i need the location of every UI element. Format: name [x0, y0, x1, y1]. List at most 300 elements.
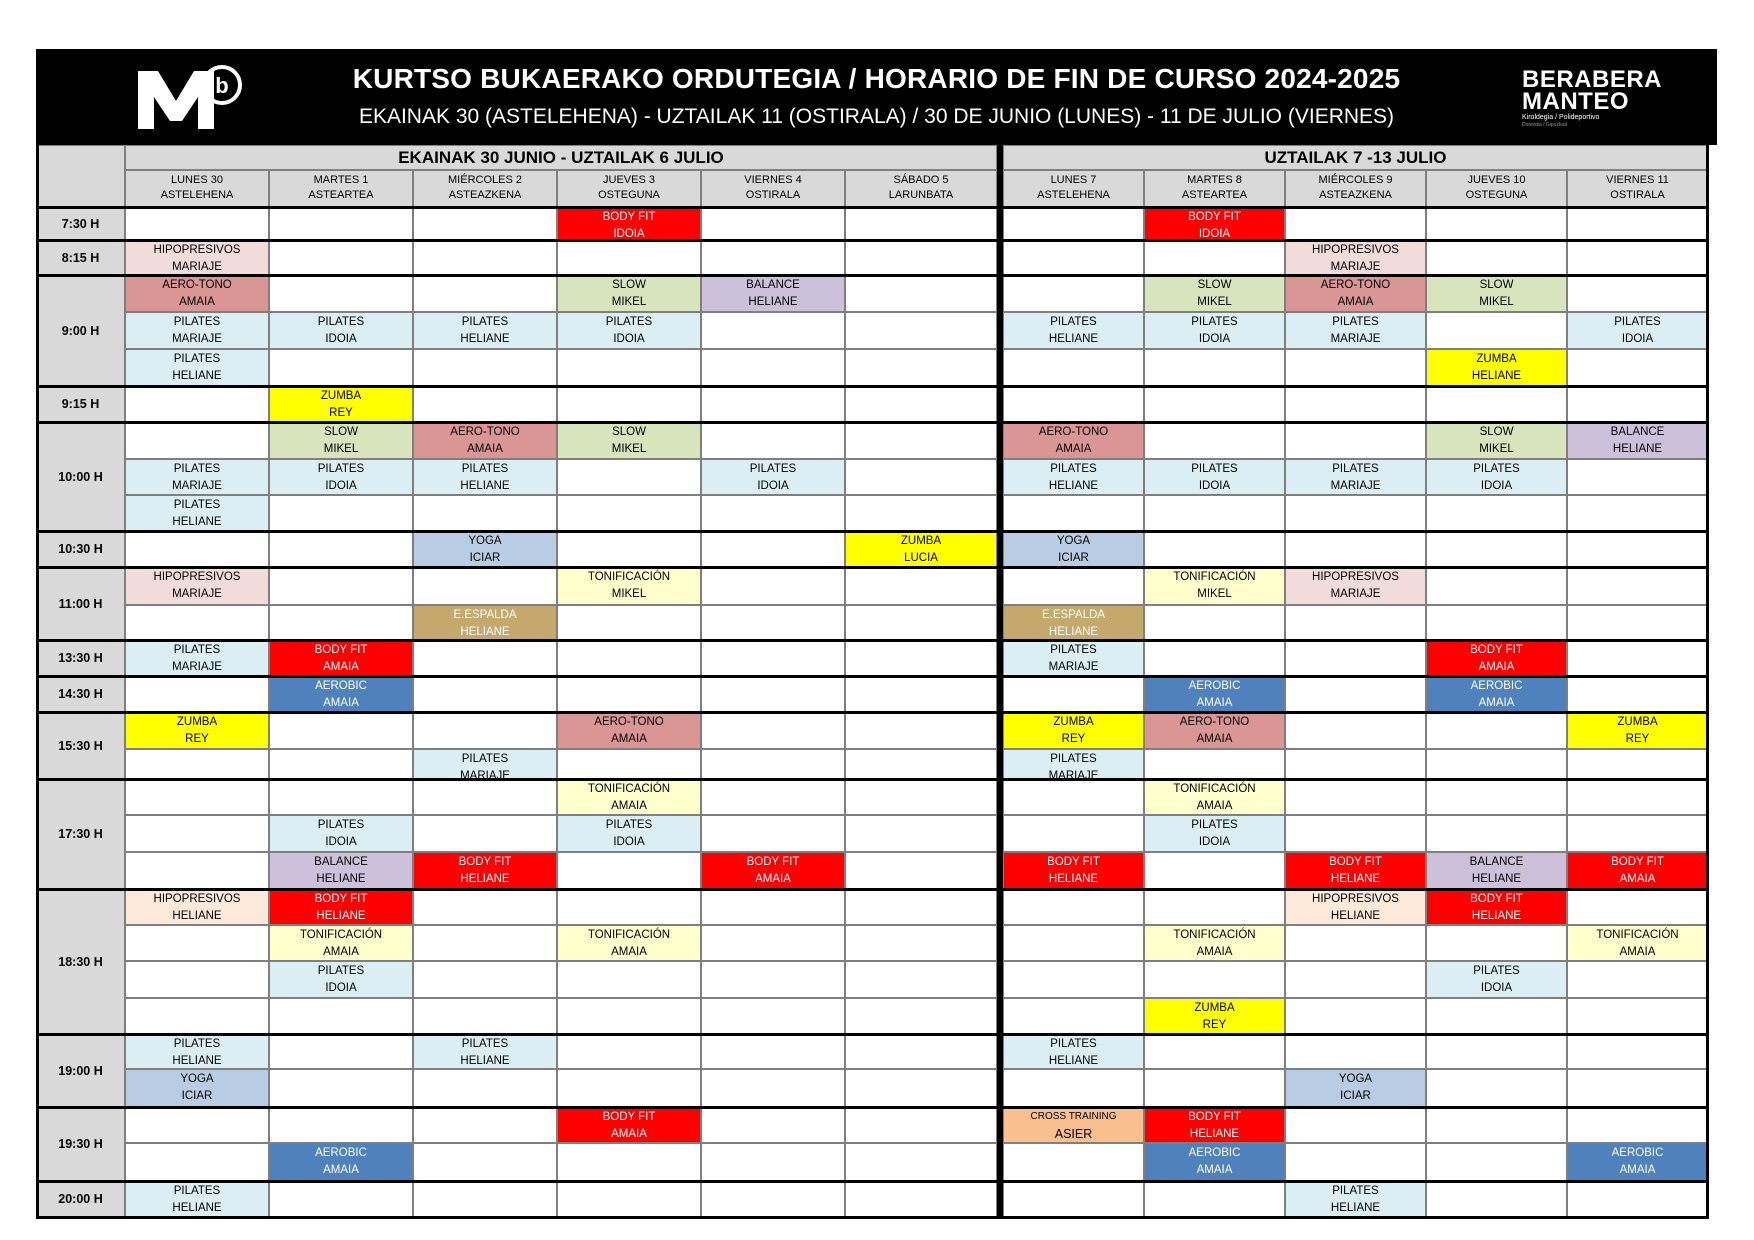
class-name: TONIFICACIÓN [1173, 783, 1256, 795]
empty-slot [557, 605, 701, 640]
class-block [1144, 712, 1285, 749]
empty-slot [413, 961, 557, 998]
empty-slot [1003, 779, 1144, 815]
class-teacher: MIKEL [1197, 296, 1232, 308]
block-separator [36, 639, 1708, 642]
block-separator [36, 1106, 1708, 1109]
empty-slot [1567, 207, 1708, 240]
class-teacher: IDOIA [1198, 333, 1231, 345]
empty-slot [1426, 712, 1567, 749]
empty-slot [1567, 1181, 1708, 1217]
class-name: E.ESPALDA [1041, 609, 1106, 621]
class-name: HIPOPRESIVOS [153, 244, 241, 256]
class-teacher: LUCIA [904, 552, 938, 564]
class-block [269, 459, 413, 495]
empty-slot [1426, 495, 1567, 531]
class-name: PILATES [1614, 316, 1661, 328]
empty-slot [701, 779, 845, 815]
empty-slot [845, 605, 997, 640]
class-block [1285, 889, 1426, 925]
class-block [1003, 640, 1144, 676]
empty-slot [269, 712, 413, 749]
empty-slot [413, 1069, 557, 1107]
empty-slot [1285, 422, 1426, 459]
class-name: SLOW [1479, 279, 1514, 291]
class-teacher: IDOIA [1198, 480, 1231, 492]
empty-slot [557, 961, 701, 998]
day-name: MARTES 8 [1187, 174, 1242, 186]
class-name: BODY FIT [602, 211, 656, 223]
class-name: PILATES [1050, 463, 1097, 475]
empty-slot [413, 207, 557, 240]
class-name: AERO-TONO [1320, 279, 1391, 291]
empty-slot [413, 640, 557, 676]
empty-slot [1144, 852, 1285, 889]
empty-slot [845, 459, 997, 495]
class-teacher: MARIAJE [1330, 480, 1381, 492]
day-header [557, 170, 701, 207]
class-teacher: ICIAR [181, 1090, 213, 1102]
empty-slot [413, 889, 557, 925]
class-block [1567, 925, 1708, 961]
class-teacher: AMAIA [1619, 946, 1656, 958]
class-block [1567, 312, 1708, 349]
class-name: E.ESPALDA [453, 609, 517, 621]
page-title: KURTSO BUKAERAKO ORDUTEGIA / HORARIO DE FIN DE CURSO 2024-2025 [352, 63, 1401, 94]
empty-slot [557, 1181, 701, 1217]
time-label: 17:30 H [36, 779, 125, 889]
empty-slot [1003, 495, 1144, 531]
class-block [1285, 567, 1426, 605]
class-block [269, 676, 413, 712]
empty-slot [845, 240, 997, 275]
empty-slot [845, 676, 997, 712]
class-block [413, 531, 557, 567]
class-name: SLOW [612, 426, 646, 438]
class-block [1285, 852, 1426, 889]
class-teacher: IDOIA [325, 480, 357, 492]
day-name-basque: LARUNBATA [888, 189, 954, 201]
class-block [269, 640, 413, 676]
class-name: PILATES [1332, 1185, 1379, 1197]
class-block [1144, 312, 1285, 349]
class-teacher: HELIANE [172, 370, 222, 382]
class-block [1003, 1107, 1144, 1143]
day-name: VIERNES 4 [744, 174, 802, 186]
day-header [701, 170, 845, 207]
class-teacher: AMAIA [323, 946, 359, 958]
class-teacher: AMAIA [1478, 661, 1515, 673]
day-name-basque: ASTEAZKENA [1319, 189, 1392, 201]
empty-slot [1285, 1034, 1426, 1069]
class-block [1003, 749, 1144, 779]
class-name: PILATES [1473, 463, 1520, 475]
block-separator [36, 206, 1708, 209]
empty-slot [125, 1107, 269, 1143]
empty-slot [1003, 889, 1144, 925]
class-name: BALANCE [746, 279, 800, 291]
class-block [557, 207, 701, 240]
class-block [1144, 1143, 1285, 1181]
empty-slot [125, 749, 269, 779]
empty-slot [269, 240, 413, 275]
empty-slot [1144, 240, 1285, 275]
empty-slot [557, 749, 701, 779]
empty-slot [1285, 386, 1426, 422]
day-name: JUEVES 10 [1467, 174, 1526, 186]
empty-slot [845, 1034, 997, 1069]
class-block [557, 712, 701, 749]
class-teacher: AMAIA [467, 443, 503, 455]
empty-slot [1426, 605, 1567, 640]
day-header [1144, 170, 1285, 207]
day-name: LUNES 30 [171, 174, 223, 186]
logo-line-3: Kiroldegia / Polideportivo [1522, 114, 1600, 121]
empty-slot [269, 1069, 413, 1107]
class-teacher: IDOIA [325, 836, 357, 848]
empty-slot [1003, 275, 1144, 312]
empty-slot [845, 1181, 997, 1217]
class-teacher: HELIANE [748, 296, 798, 308]
empty-slot [1144, 605, 1285, 640]
class-teacher: MARIAJE [1048, 770, 1099, 779]
class-block [1567, 712, 1708, 749]
empty-slot [1003, 1181, 1144, 1217]
time-label: 18:30 H [36, 889, 125, 1034]
class-name: ZUMBA [1476, 353, 1517, 365]
logo-line-1: BERABERA [1522, 66, 1663, 93]
class-name: PILATES [1050, 1038, 1097, 1050]
class-block [1003, 852, 1144, 889]
class-teacher: IDOIA [1480, 480, 1513, 492]
empty-slot [1426, 1034, 1567, 1069]
empty-slot [1144, 640, 1285, 676]
class-name: PILATES [1050, 316, 1097, 328]
empty-slot [701, 889, 845, 925]
class-teacher: MARIAJE [172, 261, 222, 273]
empty-slot [845, 815, 997, 852]
logo-line-4: Donostia / Gipuzkoa [1522, 122, 1568, 128]
block-separator [36, 778, 1708, 781]
empty-slot [1003, 386, 1144, 422]
empty-slot [557, 240, 701, 275]
class-teacher: REY [1202, 1019, 1227, 1031]
empty-slot [701, 422, 845, 459]
block-separator [1706, 145, 1709, 1217]
class-name: PILATES [461, 463, 509, 475]
empty-slot [701, 567, 845, 605]
empty-slot [125, 531, 269, 567]
empty-slot [701, 605, 845, 640]
class-name: AEROBIC [315, 680, 367, 692]
class-block [557, 275, 701, 312]
day-name: LUNES 7 [1050, 174, 1097, 186]
empty-slot [557, 1034, 701, 1069]
class-block [1426, 275, 1567, 312]
week-header: UZTAILAK 7 -13 JULIO [1003, 145, 1708, 170]
empty-slot [1003, 567, 1144, 605]
class-name: TONIFICACIÓN [1596, 929, 1679, 941]
empty-slot [701, 1107, 845, 1143]
empty-slot [701, 1181, 845, 1217]
empty-slot [413, 567, 557, 605]
empty-slot [1144, 1069, 1285, 1107]
empty-slot [701, 312, 845, 349]
class-name: PILATES [1332, 463, 1379, 475]
empty-slot [557, 531, 701, 567]
class-teacher: HELIANE [172, 1202, 222, 1214]
class-teacher: AMAIA [611, 1128, 647, 1140]
empty-slot [1567, 1034, 1708, 1069]
class-name: PILATES [1191, 463, 1238, 475]
empty-slot [1003, 349, 1144, 386]
empty-slot [701, 240, 845, 275]
empty-slot [1003, 676, 1144, 712]
empty-slot [845, 779, 997, 815]
day-name-basque: OSTIRALA [1610, 189, 1665, 201]
class-name: BODY FIT [1329, 856, 1382, 868]
class-name: BODY FIT [314, 893, 368, 905]
empty-slot [1003, 207, 1144, 240]
empty-slot [413, 1107, 557, 1143]
class-teacher: AMAIA [1619, 873, 1656, 885]
class-block [269, 889, 413, 925]
empty-slot [1426, 1181, 1567, 1217]
class-name: ZUMBA [1053, 716, 1094, 728]
empty-slot [1003, 1143, 1144, 1181]
class-name: PILATES [173, 463, 221, 475]
class-block [125, 275, 269, 312]
class-block [1426, 676, 1567, 712]
class-name: HIPOPRESIVOS [1312, 571, 1399, 583]
class-name: TONIFICACIÓN [587, 571, 671, 583]
empty-slot [1144, 1034, 1285, 1069]
block-separator [36, 1033, 1708, 1036]
empty-slot [557, 459, 701, 495]
empty-slot [413, 676, 557, 712]
empty-slot [1567, 815, 1708, 852]
empty-slot [1567, 386, 1708, 422]
class-block [1567, 422, 1708, 459]
class-block [1003, 712, 1144, 749]
class-name: PILATES [461, 316, 509, 328]
class-teacher: REY [1061, 733, 1086, 745]
empty-slot [269, 531, 413, 567]
class-name: SLOW [324, 426, 358, 438]
empty-slot [701, 207, 845, 240]
class-teacher: IDOIA [757, 480, 789, 492]
class-teacher: HELIANE [1471, 910, 1522, 922]
class-block [125, 1069, 269, 1107]
block-separator [36, 566, 1708, 569]
empty-slot [1567, 1107, 1708, 1143]
empty-slot [269, 605, 413, 640]
empty-slot [1567, 676, 1708, 712]
empty-slot [1285, 207, 1426, 240]
class-block [1144, 998, 1285, 1034]
empty-slot [269, 779, 413, 815]
class-teacher: REY [185, 733, 209, 745]
empty-slot [701, 386, 845, 422]
class-name: HIPOPRESIVOS [1312, 244, 1399, 256]
class-teacher: HELIANE [460, 333, 510, 345]
class-name: PILATES [173, 1185, 221, 1197]
empty-slot [125, 852, 269, 889]
class-block [1144, 567, 1285, 605]
empty-slot [845, 207, 997, 240]
empty-slot [1285, 1143, 1426, 1181]
class-block [125, 567, 269, 605]
class-block [557, 422, 701, 459]
class-teacher: REY [1625, 733, 1650, 745]
class-teacher: HELIANE [316, 873, 366, 885]
empty-slot [701, 495, 845, 531]
class-name: BODY FIT [1047, 856, 1100, 868]
class-block [1144, 207, 1285, 240]
class-name: SLOW [1197, 279, 1232, 291]
class-name: PILATES [173, 316, 221, 328]
empty-slot [845, 422, 997, 459]
empty-slot [1144, 386, 1285, 422]
class-name: AERO-TONO [162, 279, 232, 291]
empty-slot [1567, 889, 1708, 925]
empty-slot [1144, 349, 1285, 386]
day-header [1567, 170, 1708, 207]
class-block [557, 312, 701, 349]
day-name: MIÉRCOLES 2 [448, 174, 522, 186]
class-block [1285, 459, 1426, 495]
class-teacher: MIKEL [611, 443, 647, 455]
empty-slot [557, 852, 701, 889]
class-teacher: MARIAJE [1330, 261, 1381, 273]
empty-slot [557, 1143, 701, 1181]
class-block [1426, 961, 1567, 998]
empty-slot [845, 749, 997, 779]
class-name: BODY FIT [458, 856, 512, 868]
empty-slot [845, 852, 997, 889]
empty-slot [701, 998, 845, 1034]
day-name-basque: OSTEGUNA [1465, 189, 1528, 201]
class-teacher: HELIANE [172, 516, 222, 528]
empty-slot [1144, 889, 1285, 925]
class-teacher: ICIAR [1340, 1090, 1371, 1102]
empty-slot [701, 815, 845, 852]
empty-slot [1567, 459, 1708, 495]
empty-slot [1426, 1143, 1567, 1181]
class-block [1426, 640, 1567, 676]
class-block [125, 459, 269, 495]
class-teacher: IDOIA [1198, 228, 1231, 240]
block-separator [36, 888, 1708, 891]
class-name: HIPOPRESIVOS [153, 571, 241, 583]
class-block [125, 1181, 269, 1217]
empty-slot [125, 1143, 269, 1181]
empty-slot [125, 422, 269, 459]
class-block [1144, 1107, 1285, 1143]
class-name: PILATES [173, 499, 221, 511]
empty-slot [701, 531, 845, 567]
block-separator [36, 145, 39, 1217]
class-name: YOGA [1056, 535, 1091, 547]
empty-slot [701, 349, 845, 386]
class-block [557, 1107, 701, 1143]
class-block [125, 312, 269, 349]
empty-slot [1003, 1069, 1144, 1107]
class-name: AEROBIC [1470, 680, 1523, 692]
class-name: ZUMBA [1194, 1002, 1235, 1014]
class-block [125, 1034, 269, 1069]
empty-slot [1567, 240, 1708, 275]
empty-slot [701, 961, 845, 998]
class-teacher: AMAIA [1337, 296, 1374, 308]
empty-slot [1426, 312, 1567, 349]
class-name: PILATES [173, 353, 221, 365]
block-separator [36, 274, 1708, 277]
svg-text:b: b [215, 73, 229, 98]
empty-slot [125, 207, 269, 240]
empty-slot [125, 605, 269, 640]
empty-slot [845, 961, 997, 998]
empty-slot [1144, 961, 1285, 998]
empty-slot [125, 676, 269, 712]
day-header [845, 170, 997, 207]
empty-slot [1003, 998, 1144, 1034]
class-teacher: HELIANE [1330, 910, 1381, 922]
week-separator [997, 145, 1003, 1217]
class-name: BALANCE [1610, 426, 1665, 438]
class-name: SLOW [1479, 426, 1514, 438]
class-block [1426, 459, 1567, 495]
class-name: BODY FIT [1611, 856, 1664, 868]
class-name: PILATES [317, 316, 365, 328]
class-block [413, 1034, 557, 1069]
class-block [413, 852, 557, 889]
empty-slot [701, 749, 845, 779]
class-teacher: MARIAJE [172, 588, 222, 600]
class-name: CROSS TRAINING [1030, 1111, 1117, 1122]
class-block [1144, 676, 1285, 712]
class-name: AEROBIC [1188, 680, 1241, 692]
class-teacher: MARIAJE [1048, 661, 1099, 673]
empty-slot [269, 207, 413, 240]
day-name-basque: OSTIRALA [745, 189, 801, 201]
class-block [701, 275, 845, 312]
class-teacher: MIKEL [611, 588, 647, 600]
class-name: AERO-TONO [1038, 426, 1109, 438]
empty-slot [413, 275, 557, 312]
empty-slot [1567, 749, 1708, 779]
class-teacher: HELIANE [1471, 873, 1522, 885]
empty-slot [269, 1181, 413, 1217]
time-label: 11:00 H [36, 567, 125, 640]
class-block [1003, 1034, 1144, 1069]
time-label: 19:30 H [36, 1107, 125, 1181]
class-block [269, 422, 413, 459]
empty-slot [845, 495, 997, 531]
empty-slot [1144, 531, 1285, 567]
class-block [1285, 240, 1426, 275]
class-name: TONIFICACIÓN [1173, 571, 1256, 583]
class-name: PILATES [173, 644, 221, 656]
class-teacher: MARIAJE [1330, 333, 1381, 345]
time-label: 8:15 H [36, 240, 125, 275]
class-block [1426, 889, 1567, 925]
time-label: 10:30 H [36, 531, 125, 567]
class-teacher: AMAIA [1196, 800, 1233, 812]
empty-slot [413, 386, 557, 422]
empty-slot [1285, 640, 1426, 676]
class-teacher: REY [329, 407, 353, 419]
